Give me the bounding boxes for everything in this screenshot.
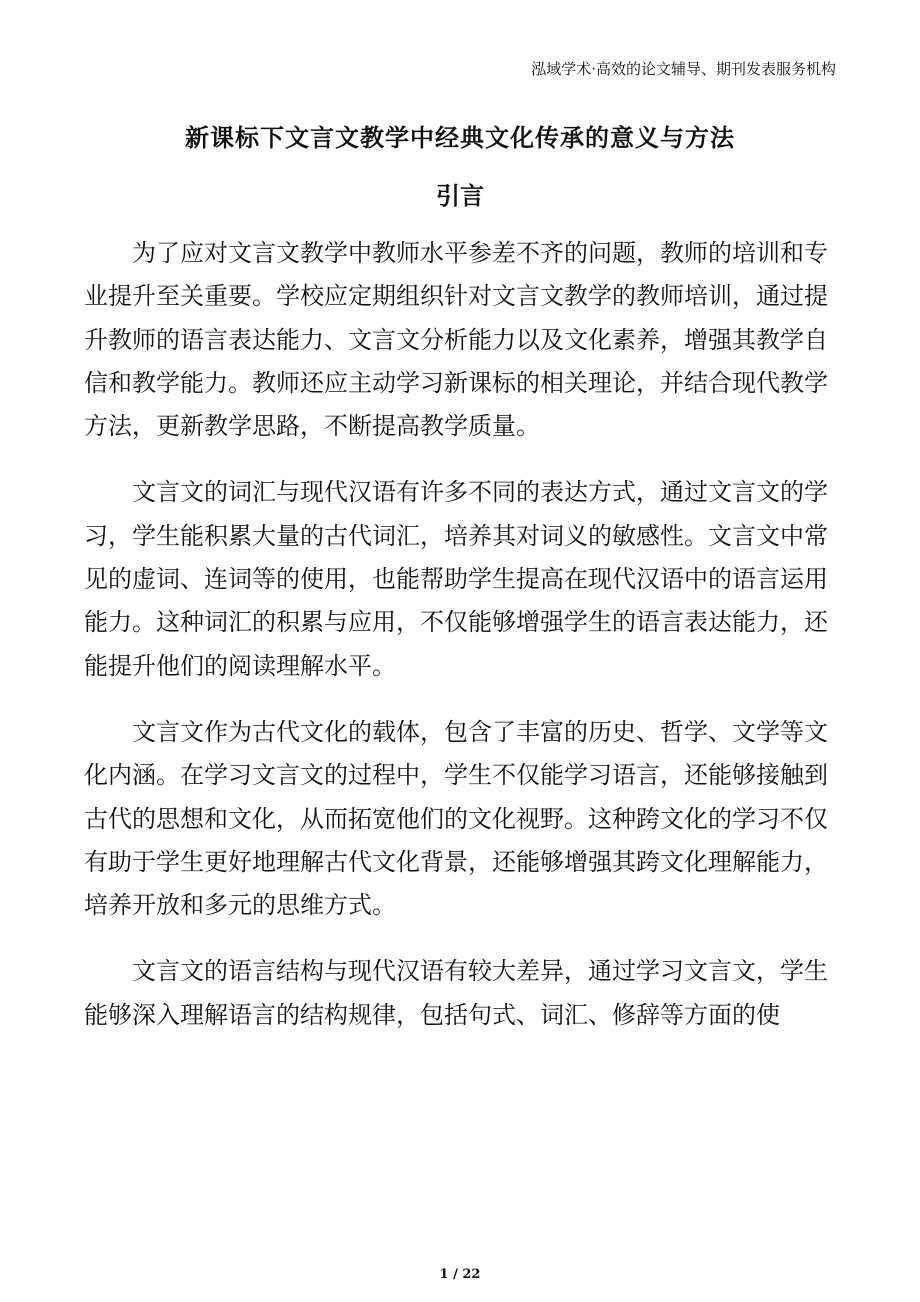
paragraph: 文言文作为古代文化的载体，包含了丰富的历史、哲学、文学等文化内涵。在学习文言文的过程中，学生不仅能学习语言，还能够接触到古代的思想和文化，从而拓宽他们的文化视野。这种跨文化的学习不仅有助于学生更好地理解古代文化背景，还能够增强其跨文化理解能力，培养开放和多元的思维方式。	[84, 717, 828, 920]
header-text: 泓域学术·高效的论文辅导、期刊发表服务机构	[531, 60, 836, 78]
paragraph: 文言文的词汇与现代汉语有许多不同的表达方式，通过文言文的学习，学生能积累大量的古代词汇，培养其对词义的敏感性。文言文中常见的虚词、连词等的使用，也能帮助学生提高在现代汉语中的语言运用能力。这种词汇的积累与应用，不仅能够增强学生的语言表达能力，还能提升他们的阅读理解水平。	[84, 478, 828, 680]
paragraph: 文言文的语言结构与现代汉语有较大差异，通过学习文言文，学生能够深入理解语言的结构规律，包括句式、词汇、修辞等方面的使	[84, 957, 828, 1029]
body-text	[84, 232, 828, 1060]
paragraph: 为了应对文言文教学中教师水平参差不齐的问题，教师的培训和专业提升至关重要。学校应定期组织针对文言文教学的教师培训，通过提升教师的语言表达能力、文言文分析能力以及文化素养，增强其教学自信和教学能力。教师还应主动学习新课标的相关理论，并结合现代教学方法，更新教学思路，不断提高教学质量。	[84, 239, 828, 441]
page-number: 1 / 22	[439, 1267, 481, 1282]
section-heading: 引言	[436, 182, 484, 210]
document-title: 新课标下文言文教学中经典文化传承的意义与方法	[185, 124, 735, 152]
